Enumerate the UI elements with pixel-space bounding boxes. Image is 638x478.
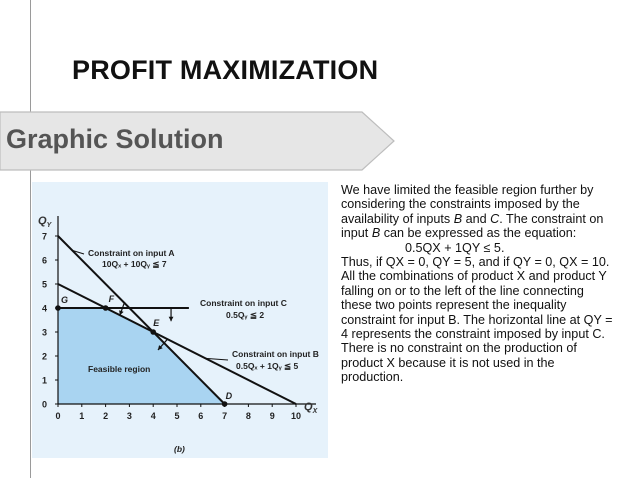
y-tick-label: 7 — [42, 231, 48, 242]
constraint-graph-svg — [32, 182, 328, 458]
x-tick-label: 3 — [126, 411, 132, 421]
y-tick-label: 6 — [42, 255, 48, 266]
explanation-paragraph-3: There is no constraint on the production of product X because it is not used in the production. — [341, 341, 577, 385]
y-tick-label: 5 — [42, 279, 48, 290]
x-axis-label: $Q_X$ — [304, 401, 318, 415]
point-d-marker — [222, 401, 228, 407]
constraint-c-inequality: 0.5Qᵧ ≦ 2 — [226, 310, 265, 320]
constraint-c-arrow-head — [169, 317, 174, 321]
constraint-a-title: Constraint on input A — [88, 248, 175, 258]
y-tick-label: 4 — [42, 303, 48, 314]
x-tick-label: 10 — [291, 411, 302, 421]
x-tick-label: 0 — [55, 411, 61, 421]
constraint-equation: 0.5QX + 1QY ≤ 5. — [405, 240, 505, 255]
x-tick-label: 7 — [222, 411, 228, 421]
figure-caption: (b) — [174, 444, 185, 454]
point-f-label: F — [108, 294, 115, 304]
slide-title: PROFIT MAXIMIZATION — [72, 55, 379, 85]
y-tick-label: 1 — [42, 375, 48, 386]
x-tick-label: 1 — [79, 411, 85, 421]
explanation-text — [341, 183, 613, 385]
y-axis-label: $Q_Y$ — [38, 215, 52, 229]
x-tick-label: 8 — [245, 411, 251, 421]
point-f-marker — [103, 305, 109, 311]
y-tick-label: 0 — [42, 399, 48, 410]
constraint-graph-figure — [32, 182, 328, 458]
feasible-region-label: Feasible region — [88, 364, 151, 374]
point-e-label: E — [153, 318, 160, 328]
point-g-marker — [55, 305, 61, 311]
x-tick-label: 4 — [150, 411, 156, 421]
point-d-label: D — [225, 391, 233, 401]
section-banner-label: Graphic Solution — [6, 124, 224, 154]
y-tick-label: 2 — [42, 351, 48, 362]
x-tick-label: 6 — [198, 411, 204, 421]
x-tick-label: 9 — [269, 411, 275, 421]
constraint-c-title: Constraint on input C — [200, 298, 287, 308]
x-tick-label: 5 — [174, 411, 180, 421]
y-tick-label: 3 — [42, 327, 48, 338]
constraint-a-inequality: 10Qₓ + 10Qᵧ ≦ 7 — [102, 259, 167, 269]
x-tick-label: 2 — [103, 411, 109, 421]
constraint-b-inequality: 0.5Qₓ + 1Qᵧ ≦ 5 — [236, 361, 299, 371]
constraint-b-title: Constraint on input B — [232, 349, 319, 359]
point-g-label: G — [61, 295, 69, 305]
explanation-paragraph-1: We have limited the feasible region further by considering the constraints imposed by the availability of inputs B and C. The constraint on input B can be expressed as the equation: — [341, 183, 604, 241]
explanation-paragraph-2: Thus, if QX = 0, QY = 5, and if QY = 0, QX = 10. All the combinations of product X and product Y falling on or to the left of the line connecting these two points represent the inequality constraint for input B. The horizontal line at QY = 4 represents the constraint imposed by input C. — [341, 255, 613, 342]
point-e-marker — [150, 329, 156, 335]
left-divider-line — [30, 0, 31, 478]
